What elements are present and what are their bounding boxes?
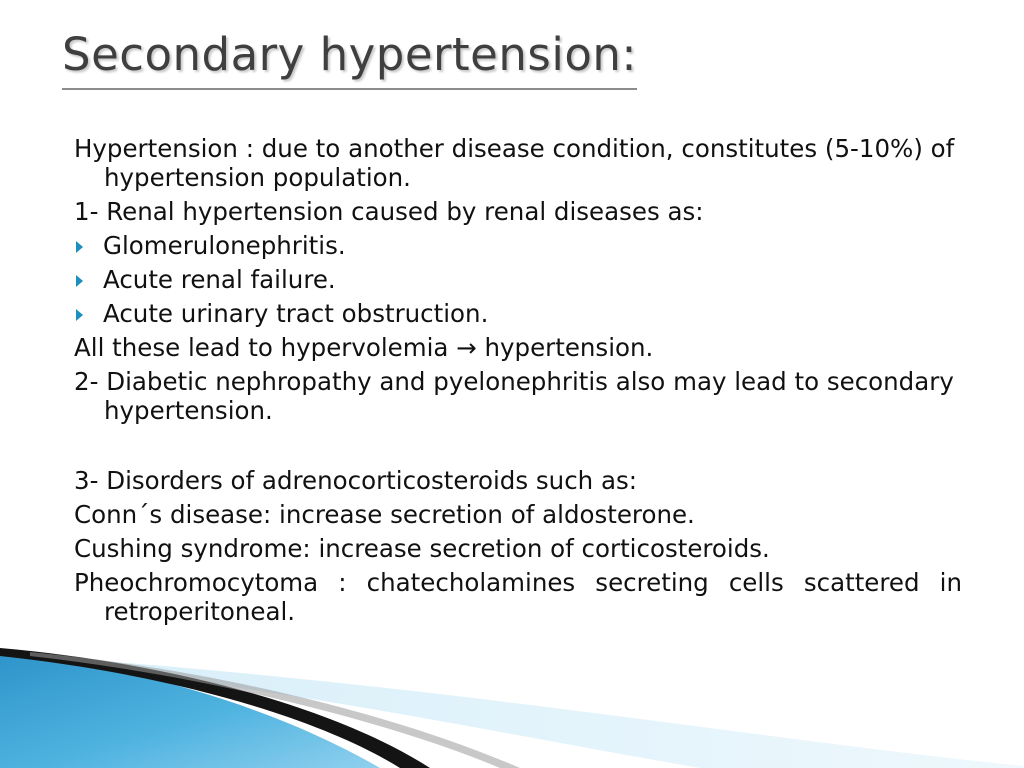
paragraph-definition: Hypertension : due to another disease condition, constitutes (5-10%) of hypertension population.: [74, 134, 955, 192]
paragraph-cushing-syndrome: Cushing syndrome: increase secretion of corticosteroids.: [74, 534, 770, 563]
bullet-item-label: Glomerulonephritis.: [103, 231, 346, 260]
slide-title: Secondary hypertension:: [62, 22, 637, 90]
paragraph-adrenal-heading: 3- Disorders of adrenocorticosteroids such as:: [74, 466, 638, 495]
paragraph-renal-heading: 1- Renal hypertension caused by renal diseases as:: [74, 197, 704, 226]
bullet-item-acute-renal-failure: [74, 265, 962, 294]
bullet-item-label: Acute urinary tract obstruction.: [103, 299, 489, 328]
spacer: [74, 430, 962, 466]
bullet-item-label: Acute renal failure.: [103, 265, 336, 294]
slide-content: [74, 134, 962, 631]
paragraph-pheochromocytoma: Pheochromocytoma : chatecholamines secreting cells scattered in retroperitoneal.: [74, 568, 962, 626]
bullet-arrow-icon: [76, 309, 83, 321]
bullet-item-glomerulonephritis: [74, 231, 962, 260]
decorative-corner-swoosh: [0, 640, 1024, 768]
paragraph-conn-disease: Conn´s disease: increase secretion of aldosterone.: [74, 500, 695, 529]
bullet-item-urinary-obstruction: [74, 299, 962, 328]
bullet-arrow-icon: [76, 275, 83, 287]
paragraph-hypervolemia: All these lead to hypervolemia → hypertension.: [74, 333, 654, 362]
bullet-arrow-icon: [76, 241, 83, 253]
paragraph-diabetic-nephropathy: 2- Diabetic nephropathy and pyelonephritis also may lead to secondary hypertension.: [74, 367, 954, 425]
